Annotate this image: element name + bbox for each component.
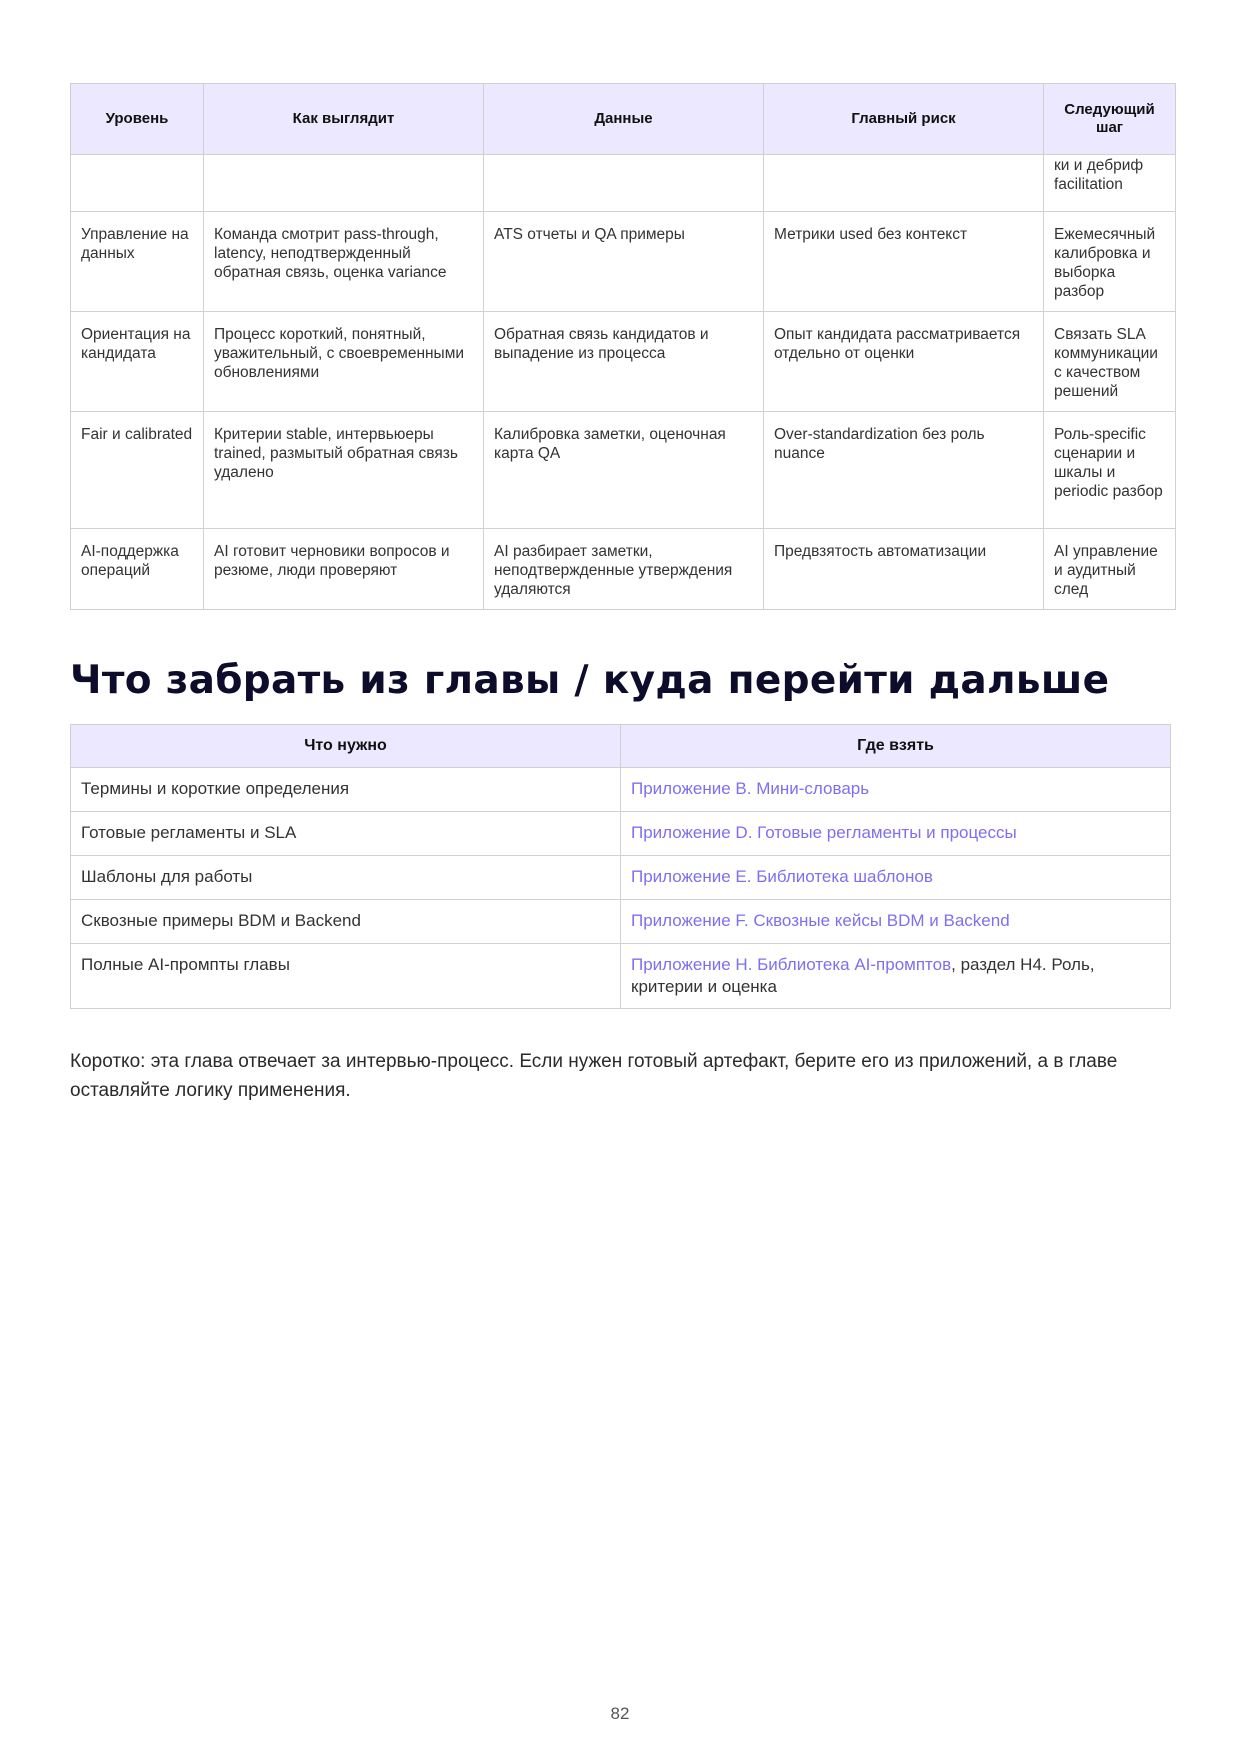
- risk-cell: Метрики used без контекст: [764, 212, 1044, 312]
- risk-cell: Опыт кандидата рассматривается отдельно от оценки: [764, 312, 1044, 412]
- levels-table: [70, 83, 1176, 610]
- takeaways-header-where: Где взять: [621, 725, 1171, 768]
- level-cell: Ориентация на кандидата: [71, 312, 204, 412]
- table-cell: [764, 155, 1044, 212]
- need-cell: Сквозные примеры BDM и Backend: [71, 900, 621, 944]
- level-cell: AI-поддержка операций: [71, 529, 204, 610]
- table-row: [71, 900, 1171, 944]
- where-cell: [621, 900, 1171, 944]
- looks-cell: Процесс короткий, понятный, уважительный, с своевременными обновлениями: [204, 312, 484, 412]
- data-cell: Калибровка заметки, оценочная карта QA: [484, 412, 764, 529]
- level-cell: Fair и calibrated: [71, 412, 204, 529]
- levels-header-data: Данные: [484, 84, 764, 155]
- need-cell: Готовые регламенты и SLA: [71, 812, 621, 856]
- table-cell: [204, 155, 484, 212]
- need-cell: Полные AI-промпты главы: [71, 944, 621, 1009]
- levels-header-looks: Как выглядит: [204, 84, 484, 155]
- next-step-cell: Роль-specific сценарии и шкалы и periodic разбор: [1044, 412, 1176, 529]
- takeaways-header-need: Что нужно: [71, 725, 621, 768]
- table-row: [71, 529, 1176, 610]
- section-title: Что забрать из главы / куда перейти дальше: [70, 658, 1110, 703]
- need-cell: Термины и короткие определения: [71, 768, 621, 812]
- table-row: [71, 312, 1176, 412]
- page-number: 82: [610, 1704, 630, 1723]
- table-cell: ки и дебриф facilitation: [1044, 155, 1176, 212]
- summary-paragraph: Коротко: эта глава отвечает за интервью-процесс. Если нужен готовый артефакт, берите его из приложений, а в главе оставляйте логику применения.: [70, 1051, 1118, 1101]
- risk-cell: Over-standardization без роль nuance: [764, 412, 1044, 529]
- appendix-link-b[interactable]: Приложение B. Мини-словарь: [631, 779, 870, 798]
- takeaways-table: [70, 724, 1171, 1009]
- looks-cell: Команда смотрит pass-through, latency, неподтвержденный обратная связь, оценка variance: [204, 212, 484, 312]
- appendix-link-f[interactable]: Приложение F. Сквозные кейсы BDM и Backend: [631, 911, 1010, 930]
- next-step-cell: AI управление и аудитный след: [1044, 529, 1176, 610]
- appendix-link-h[interactable]: Приложение H. Библиотека AI-промптов: [631, 955, 952, 974]
- data-cell: AI разбирает заметки, неподтвержденные утверждения удаляются: [484, 529, 764, 610]
- looks-cell: AI готовит черновики вопросов и резюме, люди проверяют: [204, 529, 484, 610]
- table-row: [71, 212, 1176, 312]
- data-cell: Обратная связь кандидатов и выпадение из процесса: [484, 312, 764, 412]
- appendix-link-d[interactable]: Приложение D. Готовые регламенты и процессы: [631, 823, 1017, 842]
- table-row: [71, 768, 1171, 812]
- table-row: [71, 412, 1176, 529]
- where-cell: [621, 944, 1171, 1009]
- need-cell: Шаблоны для работы: [71, 856, 621, 900]
- looks-cell: Критерии stable, интервьюеры trained, размытый обратная связь удалено: [204, 412, 484, 529]
- table-row: [71, 812, 1171, 856]
- table-cell: [71, 155, 204, 212]
- data-cell: ATS отчеты и QA примеры: [484, 212, 764, 312]
- next-step-cell: Связать SLA коммуникации с качеством решений: [1044, 312, 1176, 412]
- risk-cell: Предвзятость автоматизации: [764, 529, 1044, 610]
- table-row: [71, 856, 1171, 900]
- level-cell: Управление на данных: [71, 212, 204, 312]
- table-row: [71, 944, 1171, 1009]
- next-step-cell: Ежемесячный калибровка и выборка разбор: [1044, 212, 1176, 312]
- page-content: [70, 83, 1170, 1124]
- where-cell: [621, 856, 1171, 900]
- where-cell: [621, 812, 1171, 856]
- takeaways-header-row: [71, 725, 1171, 768]
- table-cell: [484, 155, 764, 212]
- where-cell-suffix: , раздел H4. Роль, критерии и оценка: [631, 955, 1095, 996]
- levels-header-row: [71, 84, 1176, 155]
- where-cell: [621, 768, 1171, 812]
- levels-header-next: Следующий шаг: [1044, 84, 1176, 155]
- levels-header-risk: Главный риск: [764, 84, 1044, 155]
- levels-header-level: Уровень: [71, 84, 204, 155]
- table-row-continuation: [71, 155, 1176, 212]
- appendix-link-e[interactable]: Приложение E. Библиотека шаблонов: [631, 867, 933, 886]
